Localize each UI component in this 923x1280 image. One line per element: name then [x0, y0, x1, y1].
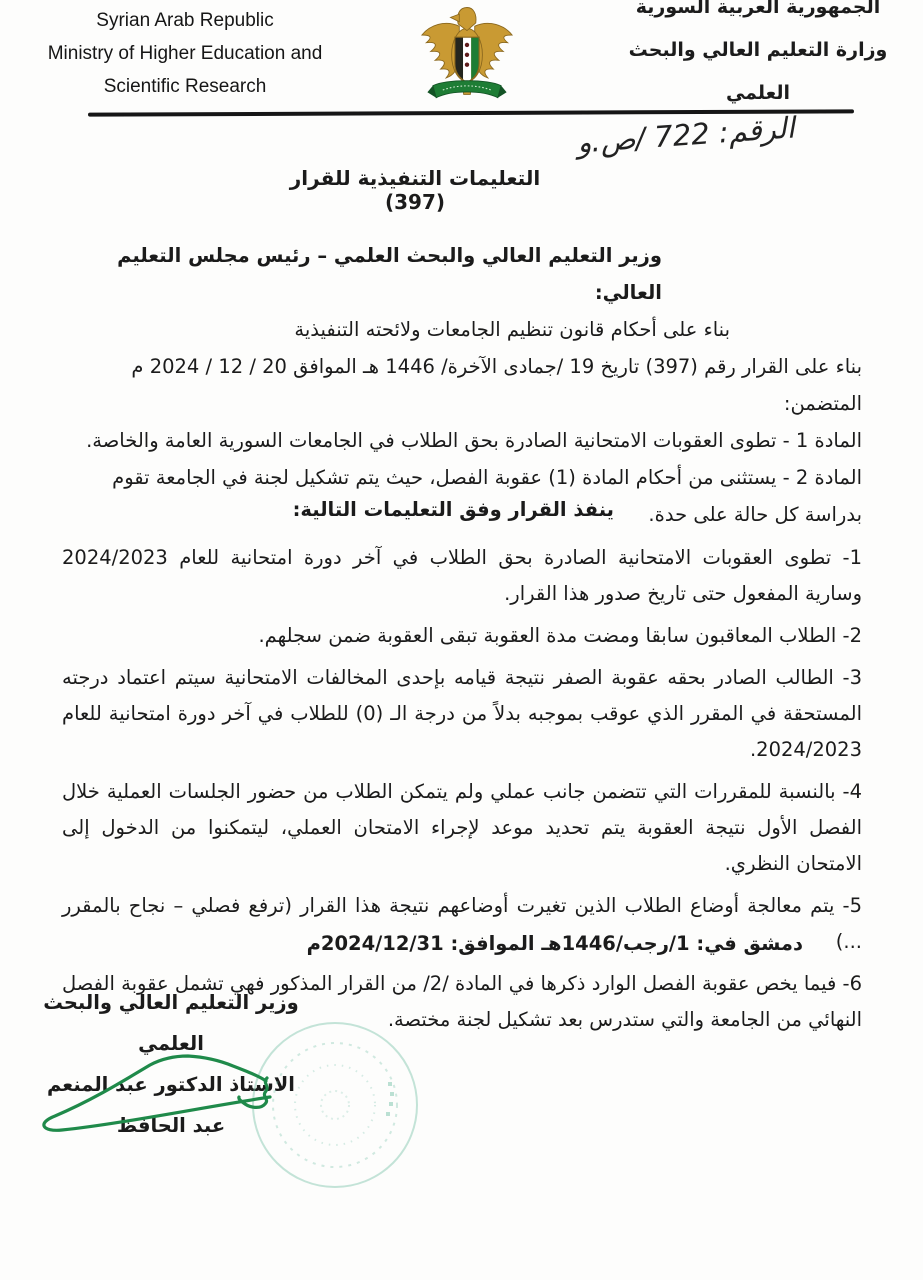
- letterhead-en-line: Ministry of Higher Education and: [47, 43, 323, 64]
- preamble-line: المادة 1 - تطوى العقوبات الامتحانية الصادرة بحق الطلاب في الجامعات السورية العامة والخاصة.: [86, 429, 862, 452]
- date-line: دمشق في: 1/رجب/1446هـ الموافق: 2024/12/31م: [306, 932, 803, 955]
- instruction-item: 4- بالنسبة للمقررات التي تتضمن جانب عملي ولم يتمكن الطلاب من حضور الجلسات العملية خلال الفصل الأول نتيجة العقوبة يتم تحديد موعد لإجراء الامتحان العملي، ليتمكنوا من الدخول إلى الامتحان النظري.: [62, 780, 862, 875]
- minister-heading: وزير التعليم العالي والبحث العلمي – رئيس مجلس التعليم العالي:: [117, 244, 662, 304]
- instruction-item: 1- تطوى العقوبات الامتحانية الصادرة بحق الطلاب في آخر دورة امتحانية للعام 2024/2023 وسارية المفعول حتى تاريخ صدور هذا القرار.: [62, 546, 862, 605]
- minister-name: الاستاذ الدكتور عبد المنعم عبد الحافظ: [47, 1073, 295, 1137]
- letterhead-arabic: [605, 0, 911, 115]
- letterhead-ar-line: الجمهورية العربية السورية: [635, 0, 881, 18]
- syrian-eagle-emblem-icon: [412, 2, 522, 112]
- instruction-item: 2- الطلاب المعاقبون سابقا ومضت مدة العقوبة تبقى العقوبة ضمن سجلهم.: [258, 624, 862, 647]
- instruction-item: 3- الطالب الصادر بحقه عقوبة الصفر نتيجة قيامه بإحدى المخالفات الامتحانية سيتم اعتماد درجته المستحقة في المقرر الذي عوقب بموجبه بدلاً من درجة الـ (0) للطلاب في آخر دورة امتحانية للعام 2024/2023.: [62, 666, 862, 761]
- instructions-heading: ينفذ القرار وفق التعليمات التالية:: [292, 498, 614, 521]
- document-title: التعليمات التنفيذية للقرار (397): [289, 166, 541, 214]
- instruction-item: 6- فيما يخص عقوبة الفصل الوارد ذكرها في المادة /2/ من القرار المذكور فهي تشمل عقوبة الفصل النهائي من الجامعة والتي ستدرس بعد تشكيل لجنة مختصة.: [62, 972, 862, 1031]
- letterhead-en-line: Syrian Arab Republic: [96, 10, 274, 31]
- signature-block: [28, 982, 314, 1146]
- instructions-section: [62, 492, 862, 1044]
- preamble-line: بناء على القرار رقم (397) تاريخ 19 /جمادى الآخرة/ 1446 هـ الموافق 20 / 12 / 2024 م المتضمن:: [131, 355, 862, 415]
- instruction-item: 5- يتم معالجة أوضاع الطلاب الذين تغيرت أوضاعهم نتيجة هذا القرار (ترفع فصلي – نجاح بالمقرر ...): [62, 894, 862, 953]
- letterhead-en-line: Scientific Research: [103, 76, 267, 97]
- letterhead-ar-line: وزارة التعليم العالي والبحث العلمي: [628, 39, 888, 104]
- letterhead-english: [28, 4, 342, 103]
- preamble-line: المادة 2 - يستثنى من أحكام المادة (1) عقوبة الفصل، حيث يتم تشكيل لجنة في الجامعة تقوم بدراسة كل حالة على حدة.: [112, 466, 862, 526]
- preamble-section: [62, 237, 862, 533]
- preamble-line: بناء على أحكام قانون تنظيم الجامعات ولائحته التنفيذية: [294, 318, 730, 341]
- minister-title: وزير التعليم العالي والبحث العلمي: [43, 991, 299, 1055]
- handwritten-reference-number: الرقم: 722 /ص.و: [576, 110, 796, 160]
